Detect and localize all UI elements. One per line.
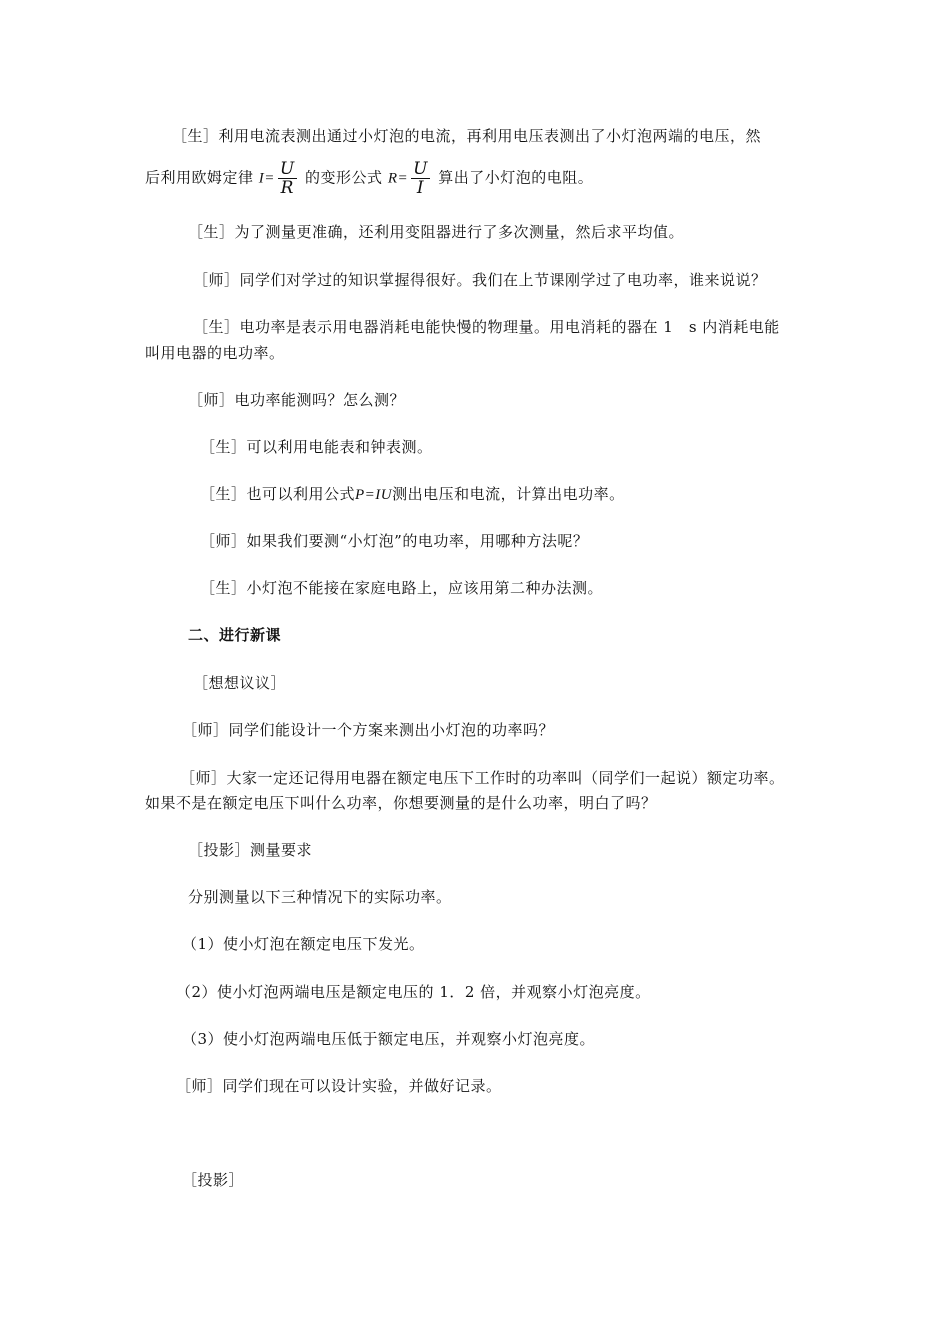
fraction: [278, 160, 297, 197]
list-item: （3）使小灯泡两端电压低于额定电压，并观察小灯泡亮度。: [182, 1030, 596, 1048]
fraction-denominator: R: [280, 178, 294, 198]
text-span: 后利用欧姆定律: [145, 168, 254, 187]
formula-lhs: I=: [258, 170, 275, 187]
paragraph-line-with-formula: [145, 160, 593, 197]
paragraph-line: ［师］同学们现在可以设计实验，并做好记录。: [176, 1077, 502, 1095]
paragraph-line: ［想想议议］: [193, 674, 287, 692]
fraction-numerator: U: [413, 159, 428, 179]
paragraph-line: ［投影］测量要求: [188, 841, 313, 859]
paragraph-line: ［生］可以利用电能表和钟表测。: [200, 438, 433, 456]
paragraph-line: ［师］大家一定还记得用电器在额定电压下工作时的功率叫（同学们一起说）额定功率。: [180, 769, 785, 787]
paragraph-line: ［师］同学们对学过的知识掌握得很好。我们在上节课刚学过了电功率，谁来说说？: [193, 271, 767, 289]
text-span: ［生］也可以利用公式: [200, 485, 356, 503]
text-span: 测出电压和电流，计算出电功率。: [392, 485, 625, 503]
paragraph-line: ［生］为了测量更准确，还利用变阻器进行了多次测量，然后求平均值。: [188, 223, 685, 241]
fraction-denominator: I: [416, 178, 425, 198]
list-item: （1）使小灯泡在额定电压下发光。: [182, 935, 425, 953]
section-heading: 二、进行新课: [188, 626, 282, 644]
fraction-numerator: U: [279, 159, 295, 179]
paragraph-line: ［生］小灯泡不能接在家庭电路上，应该用第二种办法测。: [200, 579, 604, 597]
paragraph-line: ［师］同学们能设计一个方案来测出小灯泡的功率吗？: [182, 721, 555, 739]
paragraph-line: 分别测量以下三种情况下的实际功率。: [188, 888, 452, 906]
formula-lhs: R=: [387, 170, 409, 187]
formula: P=IU: [355, 487, 393, 503]
paragraph-line: ［师］如果我们要测“小灯泡”的电功率，用哪种方法呢？: [200, 532, 589, 550]
text-span: 算出了小灯泡的电阻。: [438, 168, 594, 187]
fraction: [411, 160, 430, 197]
list-item: （2）使小灯泡两端电压是额定电压的 1．2 倍，并观察小灯泡亮度。: [176, 983, 651, 1001]
paragraph-line: 叫用电器的电功率。: [145, 344, 285, 362]
paragraph-line: ［生］利用电流表测出通过小灯泡的电流，再利用电压表测出了小灯泡两端的电压，然: [172, 127, 762, 145]
paragraph-line: ［生］电功率是表示用电器消耗电能快慢的物理量。用电消耗的器在 1 s 内消耗电能: [193, 318, 780, 336]
paragraph-line: ［投影］: [182, 1171, 245, 1189]
paragraph-line-with-formula: [200, 484, 625, 505]
text-span: 的变形公式: [305, 168, 383, 187]
paragraph-line: ［师］电功率能测吗？怎么测？: [188, 391, 406, 409]
paragraph-line: 如果不是在额定电压下叫什么功率，你想要测量的是什么功率，明白了吗？: [145, 794, 657, 812]
